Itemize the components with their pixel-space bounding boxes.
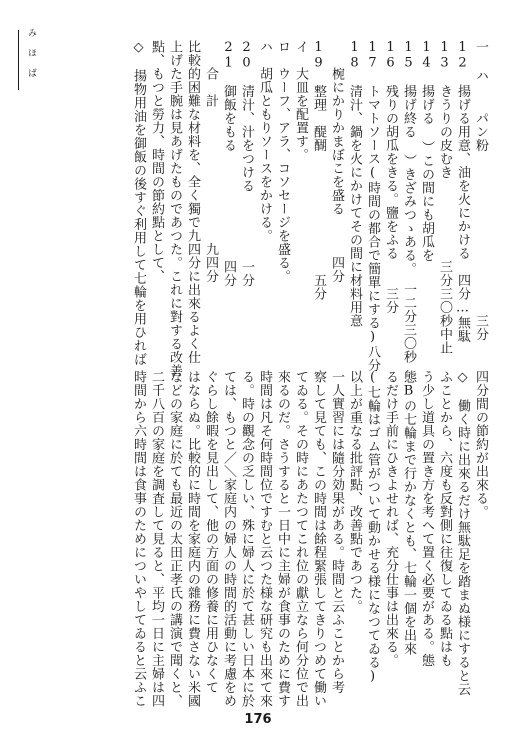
- text-column: 態Bの七輪まで行かなくとも、七輪一個を出來: [401, 370, 416, 656]
- text-column: ロ ウーフ、アラ、コソセージを盛る。: [275, 40, 290, 283]
- text-column: 以上が重なる批評點、改善點であつた。: [347, 370, 362, 613]
- text-column: ぐらし餘暇を見出して、他の方面の修養に用ひなくて: [203, 370, 218, 694]
- text-column: ハ 胡瓜ともりソースをかける。: [257, 40, 272, 243]
- text-column: 點、もつと勞力、時間の節約點として、: [149, 40, 164, 283]
- text-column: 19 整理 醍醐 五分: [311, 40, 326, 301]
- margin-rule: [18, 30, 19, 90]
- text-column: る。時の觀念の乏しい、殊に婦人に於て甚しい日本に於: [239, 370, 254, 708]
- text-column: ◇ 揚物用油を御飯の後すぐ利用して七輪を用ひれば: [131, 40, 146, 366]
- text-column: 時間は凡そ何時間位ですむと云つた様な研究も出來て來: [257, 370, 272, 708]
- text-column: ふことから、六度も反對側に往復してゐる點はも: [437, 370, 452, 667]
- text-column: はならぬ。比較的に時間を家庭内の雜務に費さない米國: [185, 370, 200, 708]
- text-column: イ 大皿を配置す。: [293, 40, 308, 162]
- text-column: るだけ手前にひきよせれば、充分仕事は出來る。: [383, 370, 398, 667]
- text-column: 21 御飯をもる 四分: [221, 40, 236, 287]
- text-column: ては、もつと／＼家庭内の婦人の時間的活動に考慮をめ: [221, 370, 236, 708]
- text-column: 上げた手腕は見あげたものであつた。これに對する改善: [167, 40, 182, 378]
- text-column: 17 トマトソース(時間の都合で簡單にする)八分: [365, 40, 380, 372]
- text-column: 四分間の節約が出來る。: [473, 370, 488, 519]
- text-column: などの家庭に於ても最近の太田正孝氏の講演で聞くと、: [167, 370, 182, 708]
- text-column: 椀にかりかまぼこを盛る 四分: [329, 40, 344, 283]
- text-column: 16 残りの胡瓜をきる。鹽をふる 三分: [383, 40, 398, 314]
- text-column: 二千八百の家庭を調査して見ると、平均一日に主婦は四: [149, 370, 164, 708]
- text-column: う少し道具の置き方を考へて置く必要がある。態: [419, 370, 434, 667]
- text-column: 20 清汁、汁をつける 一分: [239, 40, 254, 287]
- text-column: 一 ハ パン粉 三分: [473, 40, 488, 341]
- text-column: 15 揚げ終る ）きざみつゝある。 一二分三〇秒: [401, 40, 416, 364]
- text-column: (七輪はゴム管がついて動かせる様になつてゐる): [365, 370, 380, 685]
- text-column: 一人實習には隨分効果がある。時間と云ふことから考: [329, 370, 344, 694]
- text-column: 14 揚げる ）この間にも胡瓜を: [419, 40, 434, 262]
- margin-note: み ほ ば: [26, 28, 36, 78]
- text-column: 時間から六時間は食事のためについやしてゐると云ふこ: [131, 370, 146, 708]
- text-column: ◇ 働く時に出來るだけ無駄足を踏まぬ様にすると云: [455, 370, 470, 696]
- text-column: てゐる。その時にあたつてこれ位の獻立なら何分位で出: [293, 370, 308, 708]
- text-column: 合 計 九四分: [203, 40, 218, 283]
- text-column: 12 揚げる用意、油を火にかける 四分…無駄: [455, 40, 470, 343]
- text-column: 來るのだ。さうすると一日中に主婦が食事のために費す: [275, 370, 290, 708]
- text-column: 13 きうりの皮むき 三分三〇秒中止: [437, 40, 452, 355]
- text-column: 比較的困難な材料を、全く獨で九四分に出來るよく仕: [185, 40, 200, 364]
- text-column: 察して見ても、この時間は餘程緊張してきりつめて働い: [311, 370, 326, 708]
- text-column: 18 清汁、鍋を火にかけてその間に材料用意: [347, 40, 362, 328]
- page-number: 176: [244, 712, 272, 727]
